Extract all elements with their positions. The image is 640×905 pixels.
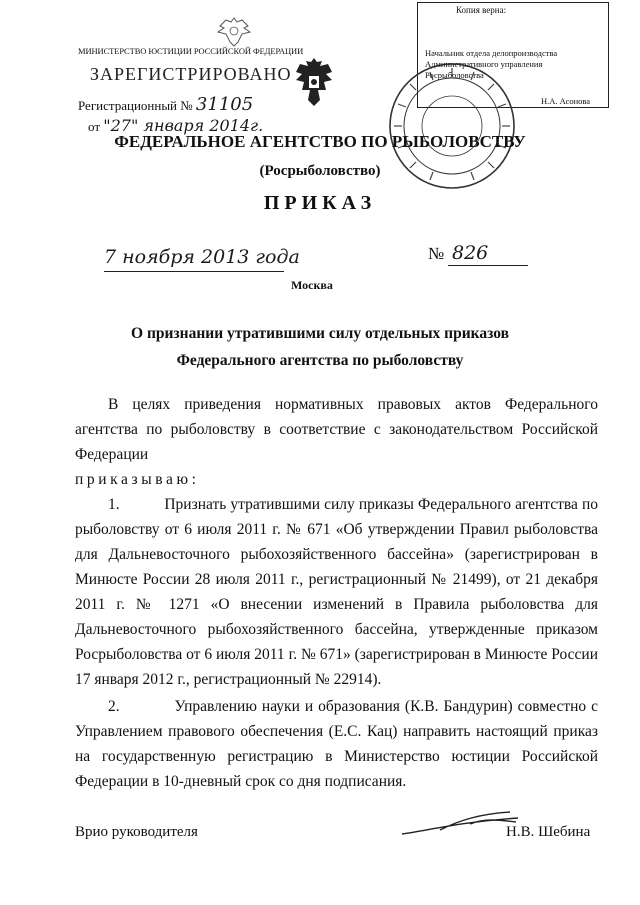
signatory-name: Н.В. Шебина <box>506 824 591 840</box>
intro-paragraph: В целях приведения нормативных правовых актов Федерального агентства по рыболовству в соответствие с законодательством Российской Федерации <box>75 396 598 463</box>
order-date-underline <box>104 271 284 272</box>
order-subject: О признании утратившими силу отдельных приказов Федерального агентства по рыболовству <box>131 325 509 369</box>
item-1 <box>75 492 598 692</box>
registration-stamp <box>76 10 304 135</box>
registration-number: 31105 <box>195 94 254 115</box>
order-city: Москва <box>291 278 333 292</box>
order-number-underline <box>448 265 528 266</box>
item-1-number: 1. <box>108 496 120 513</box>
copy-certifier-department: Административного управления <box>425 59 543 69</box>
ministry-name: МИНИСТЕРСТВО ЮСТИЦИИ РОССИЙСКОЙ ФЕДЕРАЦИИ <box>78 46 304 56</box>
copy-certifier-position: Начальник отдела делопроизводства <box>425 48 558 58</box>
item-1-text: Признать утратившими силу приказы Федерального агентства по рыболовству от 6 июля 2011 г. № 671 «Об утверждении Правил рыболовства для Дальневосточного рыбохозяйственного бассейна» (зарегистрирован в Минюсте России 28 июля 2011 г., регистрационный № 21499), от 21 декабря 2011 г. № 1271 «О внесении изменений в Правила рыболовства для Дальневосточного рыбохозяйственного бассейна, утвержденные приказом Росрыболовства от 6 июля 2011 г. № 671» (зарегистрирован в Минюсте России 17 января 2012 г., регистрационный № 22914). <box>75 496 598 688</box>
item-2-text: Управлению науки и образования (К.В. Бандурин) совместно с Управлением правового обеспечения (Е.С. Кац) направить настоящий приказ на государственную регистрацию в Министерство юстиции Российской Федерации в 10-дневный срок со дня подписания. <box>75 698 599 790</box>
registration-number-label: Регистрационный № <box>78 98 193 113</box>
registration-number-line <box>78 94 253 115</box>
agency-abbreviation: (Росрыболовство) <box>259 163 381 179</box>
registration-date: "27" января 2014г. <box>103 116 264 135</box>
agency-name: ФЕДЕРАЛЬНОЕ АГЕНТСТВО ПО РЫБОЛОВСТВУ <box>114 132 526 151</box>
coat-of-arms-icon <box>292 56 336 110</box>
item-2-number: 2. <box>108 698 120 715</box>
copy-certified-heading: Копия верна: <box>456 5 507 15</box>
registered-label: ЗАРЕГИСТРИРОВАНО <box>90 64 292 84</box>
document-type-title: ПРИКАЗ <box>263 192 377 214</box>
copy-certifier-name: Н.А. Асонова <box>541 96 591 106</box>
order-number: 826 <box>452 242 489 264</box>
order-body <box>75 392 598 794</box>
copy-certifier-agency: Росрыболовства <box>425 70 484 80</box>
double-eagle-icon <box>214 14 254 48</box>
directive-word: приказываю: <box>75 471 200 488</box>
order-date: 7 ноября 2013 года <box>104 246 300 268</box>
handwritten-signature <box>400 800 520 840</box>
registration-date-prefix: от <box>88 119 101 134</box>
signatory-role: Врио руководителя <box>75 824 198 840</box>
order-number-label: № <box>428 244 445 263</box>
item-2 <box>75 694 598 794</box>
